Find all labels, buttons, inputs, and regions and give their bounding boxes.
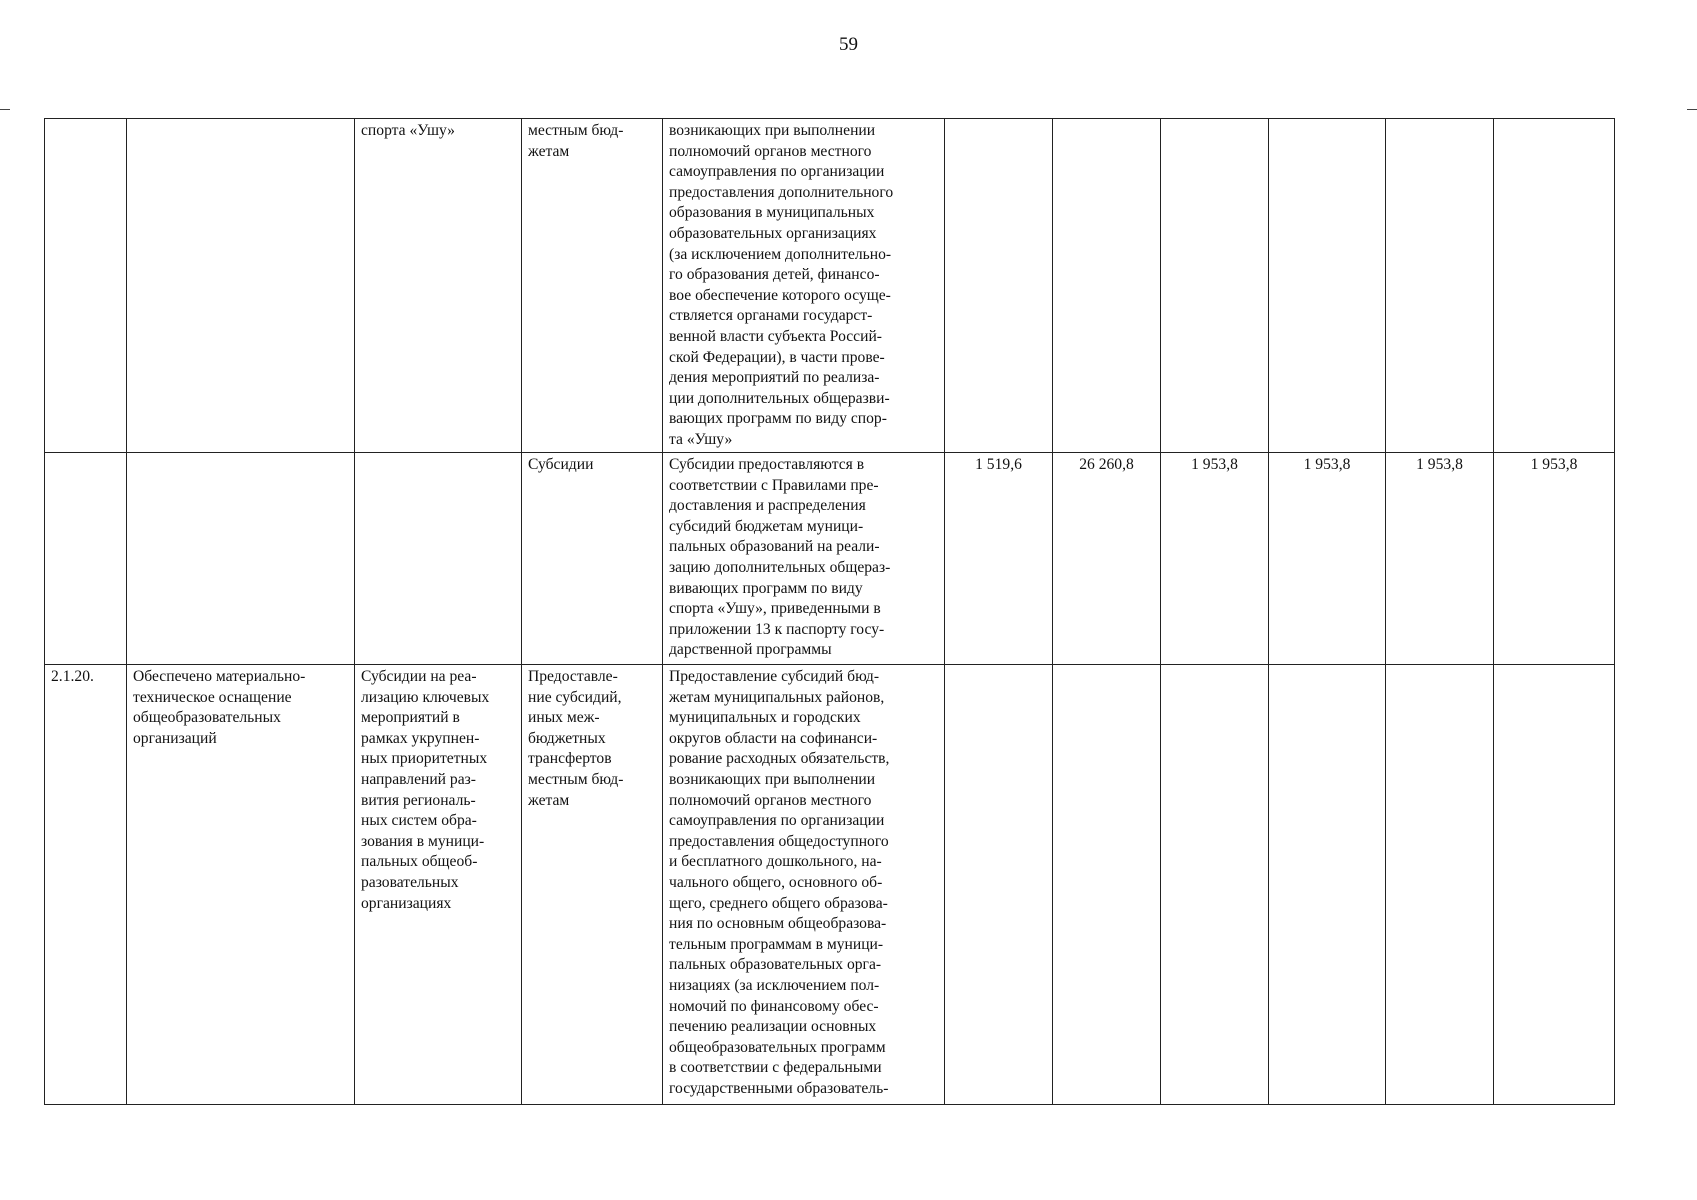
value-cell [1269, 665, 1386, 1105]
value-cell: 1 953,8 [1494, 453, 1615, 665]
value-cell [1494, 119, 1615, 453]
page-number: 59 [839, 34, 858, 55]
event-cell: Субсидии на реа- лизацию ключевых мероприятий в рамках укрупнен- ных приоритетных направлений раз- вития региональ- ных систем обра- зования в муници- пальных общеоб- разовательных организациях [355, 665, 522, 1105]
table-row [45, 453, 1615, 665]
right-edge-mark [1687, 109, 1697, 110]
budget-table [44, 118, 1615, 1105]
value-cell [1053, 665, 1161, 1105]
value-cell [1053, 119, 1161, 453]
value-cell: 26 260,8 [1053, 453, 1161, 665]
form-cell: Субсидии [522, 453, 663, 665]
table-row [45, 665, 1615, 1105]
table-row [45, 119, 1615, 453]
event-cell: спорта «Ушу» [355, 119, 522, 453]
value-cell [1494, 665, 1615, 1105]
value-cell [945, 119, 1053, 453]
description-cell: Предоставление субсидий бюд- жетам муниципальных районов, муниципальных и городских округов области на софинанси- рование расходных обязательств, возникающих при выполнении полномочий органов местного самоуправления по организации предоставления общедоступного и бесплатного дошкольного, на- чального общего, основного об- щего, среднего общего образова- ния по основным общеобразова- тельным программам в муници- пальных образовательных орга- низациях (за исключением пол- номочий по финансовому обес- печению реализации основных общеобразовательных программ в соответствии с федеральными государственными образователь- [663, 665, 945, 1105]
value-cell [1386, 119, 1494, 453]
result-cell [127, 119, 355, 453]
result-cell: Обеспечено материально- техническое оснащение общеобразовательных организаций [127, 665, 355, 1105]
form-cell: местным бюд- жетам [522, 119, 663, 453]
value-cell [1161, 665, 1269, 1105]
left-edge-mark [0, 109, 10, 110]
number-cell [45, 453, 127, 665]
description-cell: возникающих при выполнении полномочий органов местного самоуправления по организации предоставления дополнительного образования в муниципальных образовательных организациях (за исключением дополнительно- го образования детей, финансо- вое обеспечение которого осуще- ствляется органами государст- венной власти субъекта Россий- ской Федерации), в части прове- дения мероприятий по реализа- ции дополнительных общеразви- вающих программ по виду спор- та «Ушу» [663, 119, 945, 453]
value-cell: 1 953,8 [1269, 453, 1386, 665]
result-cell [127, 453, 355, 665]
value-cell [1161, 119, 1269, 453]
value-cell: 1 953,8 [1386, 453, 1494, 665]
value-cell: 1 519,6 [945, 453, 1053, 665]
description-cell: Субсидии предоставляются в соответствии с Правилами пре- доставления и распределения субсидий бюджетам муници- пальных образований на реали- зацию дополнительных общераз- вивающих программ по виду спорта «Ушу», приведенными в приложении 13 к паспорту госу- дарственной программы [663, 453, 945, 665]
form-cell: Предоставле- ние субсидий, иных меж- бюджетных трансфертов местным бюд- жетам [522, 665, 663, 1105]
value-cell [945, 665, 1053, 1105]
number-cell: 2.1.20. [45, 665, 127, 1105]
value-cell: 1 953,8 [1161, 453, 1269, 665]
event-cell [355, 453, 522, 665]
value-cell [1269, 119, 1386, 453]
value-cell [1386, 665, 1494, 1105]
number-cell [45, 119, 127, 453]
